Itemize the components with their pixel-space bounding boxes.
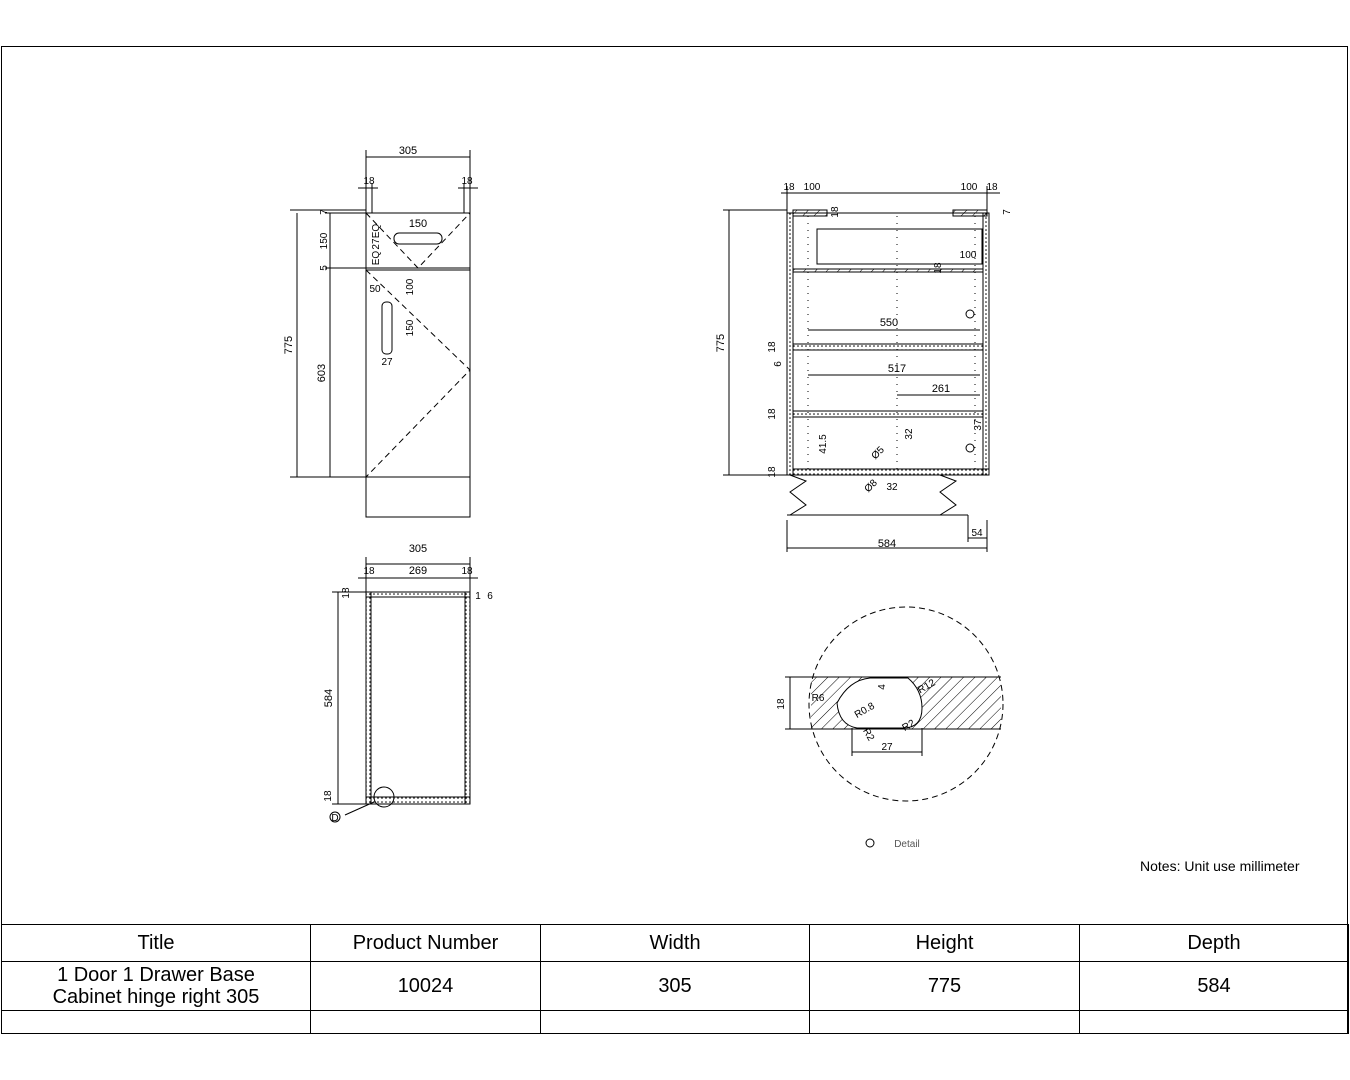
front-drawer-height-label: 150 bbox=[319, 232, 330, 250]
side-18b-label: 18 bbox=[986, 182, 998, 193]
plan-front-label: 18 bbox=[323, 790, 334, 802]
detail-r08-label: R0.8 bbox=[852, 700, 877, 721]
side-view bbox=[723, 186, 1000, 552]
side-hole5-label: Ø5 bbox=[869, 444, 887, 462]
empty-cell bbox=[541, 1011, 810, 1034]
side-dim37-label: 37 bbox=[973, 419, 984, 431]
detail-caption: Detail bbox=[894, 839, 920, 850]
value-title-line2: Cabinet hinge right 305 bbox=[52, 986, 260, 1008]
detail-r6-label: R6 bbox=[811, 693, 825, 704]
front-handle-offset-y-label: 100 bbox=[405, 278, 416, 296]
front-gap-label: 5 bbox=[319, 265, 330, 271]
side-shelf1-label: 18 bbox=[767, 341, 778, 353]
side-shelf2-label: 6 bbox=[773, 361, 784, 367]
front-eq1-label: EQ bbox=[371, 223, 382, 239]
header-height: Height bbox=[810, 925, 1080, 962]
side-drawer-back-label: 100 bbox=[959, 250, 977, 261]
plan-side-left-label: 18 bbox=[363, 566, 375, 577]
front-view-labels bbox=[283, 145, 473, 382]
empty-cell bbox=[1080, 1011, 1349, 1034]
front-handle-width-label: 150 bbox=[408, 218, 428, 230]
side-drawer-depth-label: 550 bbox=[879, 317, 899, 329]
detail-four-label: 4 bbox=[877, 684, 888, 690]
value-product-number: 10024 bbox=[311, 962, 541, 1011]
side-hole8-label: Ø8 bbox=[862, 477, 880, 495]
side-shelf-depth-label: 517 bbox=[887, 363, 907, 375]
value-width: 305 bbox=[541, 962, 810, 1011]
side-view-labels bbox=[715, 182, 1013, 550]
empty-cell bbox=[810, 1011, 1080, 1034]
units-note: Notes: Unit use millimeter bbox=[1140, 858, 1300, 874]
plan-width-label: 305 bbox=[408, 543, 428, 555]
front-total-height-label: 775 bbox=[283, 335, 295, 355]
header-product-number: Product Number bbox=[311, 925, 541, 962]
detail-r12-label: R12 bbox=[916, 677, 938, 697]
side-height-label: 775 bbox=[715, 333, 727, 353]
detail-view bbox=[785, 607, 1003, 801]
side-top18-label: 18 bbox=[830, 206, 841, 218]
side-rail-left-label: 100 bbox=[803, 182, 821, 193]
side-leg-label: 54 bbox=[971, 528, 983, 539]
side-hole32-label: 32 bbox=[904, 428, 915, 440]
detail-thickness-label: 18 bbox=[776, 698, 787, 710]
front-handle-length-label: 150 bbox=[405, 319, 416, 337]
front-eq2-label: 27 bbox=[371, 238, 382, 250]
empty-cell bbox=[2, 1011, 311, 1034]
front-top-gap-label: 7 bbox=[319, 209, 330, 215]
front-side-right-label: 18 bbox=[461, 176, 473, 187]
plan-detail-marker: D bbox=[331, 813, 339, 824]
detail-width-label: 27 bbox=[881, 742, 893, 753]
plan-side-right-label: 18 bbox=[461, 566, 473, 577]
front-side-left-label: 18 bbox=[363, 176, 375, 187]
side-18a-label: 18 bbox=[783, 182, 795, 193]
plan-depth-label: 584 bbox=[323, 688, 335, 708]
header-depth: Depth bbox=[1080, 925, 1349, 962]
front-door-height-label: 603 bbox=[316, 363, 328, 383]
empty-cell bbox=[311, 1011, 541, 1034]
plan-small1-label: 1 bbox=[475, 591, 481, 602]
side-rail-right-label: 100 bbox=[960, 182, 978, 193]
side-base-label: 18 bbox=[767, 466, 778, 478]
side-shelf3-label: 18 bbox=[767, 408, 778, 420]
title-block-empty-row bbox=[2, 1011, 1349, 1034]
plan-inner-label: 269 bbox=[408, 565, 428, 577]
side-spacing32-label: 32 bbox=[886, 482, 898, 493]
side-dim41-label: 41.5 bbox=[818, 434, 829, 454]
detail-r2a-label: R2 bbox=[900, 717, 918, 734]
side-depth-label: 584 bbox=[877, 538, 897, 550]
detail-r2b-label: R2 bbox=[860, 726, 877, 744]
value-height: 775 bbox=[810, 962, 1080, 1011]
front-width-label: 305 bbox=[398, 145, 418, 157]
front-eq3-label: EQ bbox=[371, 250, 382, 266]
side-shelf-mid-label: 261 bbox=[931, 383, 951, 395]
value-title bbox=[2, 962, 311, 1011]
value-title-line1: 1 Door 1 Drawer Base bbox=[57, 964, 255, 986]
side-top7-label: 7 bbox=[1002, 209, 1013, 215]
header-width: Width bbox=[541, 925, 810, 962]
title-block-value-row bbox=[2, 962, 1349, 1011]
front-view bbox=[290, 150, 478, 517]
plan-back-label: 18 bbox=[341, 587, 352, 599]
header-title: Title bbox=[2, 925, 311, 962]
plan-small2-label: 6 bbox=[487, 591, 493, 602]
front-handle-width2-label: 27 bbox=[381, 357, 393, 368]
value-depth: 584 bbox=[1080, 962, 1349, 1011]
front-handle-offset-x-label: 50 bbox=[369, 284, 381, 295]
title-block bbox=[1, 924, 1349, 1034]
title-block-header-row bbox=[2, 925, 1349, 962]
plan-view bbox=[330, 557, 478, 822]
side-drawer-side-label: 18 bbox=[933, 262, 944, 274]
